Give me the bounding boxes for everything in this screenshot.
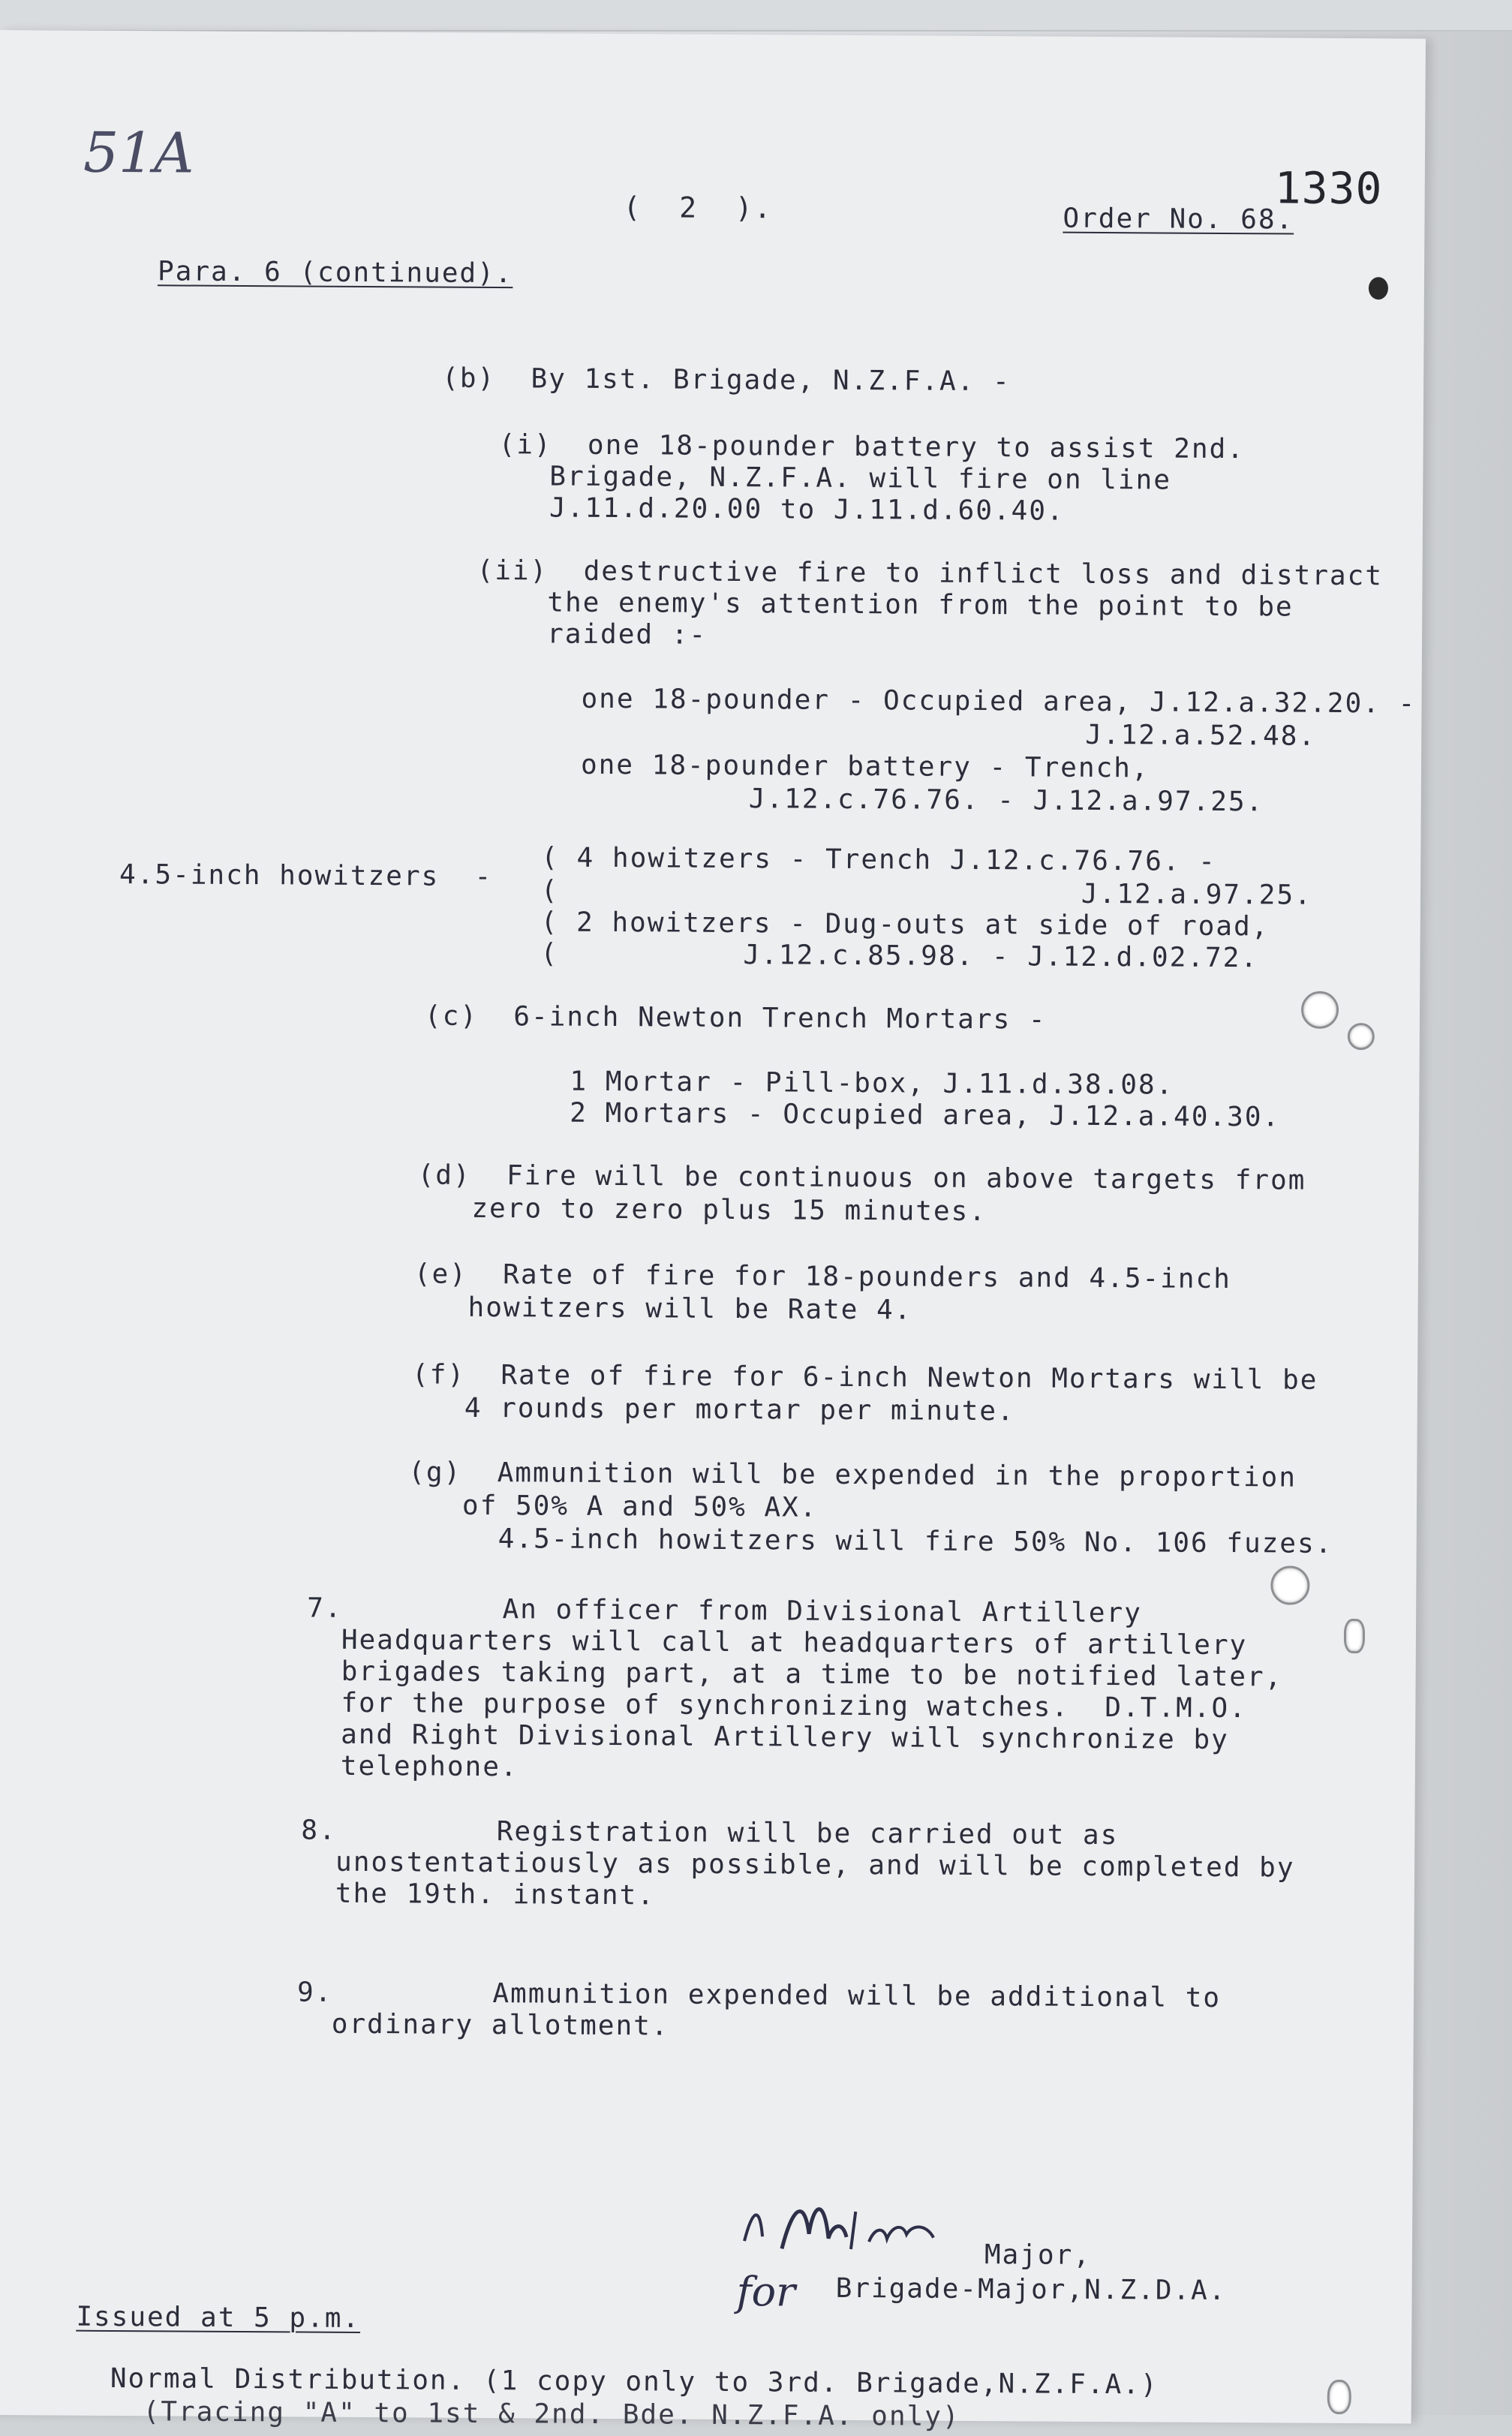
- order-number: Order No. 68.: [1063, 203, 1294, 236]
- howitzer2-bracket: (: [540, 938, 559, 970]
- g-line2: of 50% A and 50% AX.: [461, 1490, 818, 1523]
- p7-line4: for the purpose of synchronizing watches. D.T.M.O.: [341, 1687, 1247, 1725]
- c-line1: 1 Mortar - Pill-box, J.11.d.38.08.: [570, 1066, 1174, 1101]
- handwritten-signature: [737, 2181, 1023, 2265]
- punch-hole: [1301, 991, 1339, 1029]
- howitzer2-line1: ( 2 howitzers - Dug-outs at side of road,: [540, 907, 1270, 943]
- target2-line2: J.12.c.76.76. - J.12.a.97.25.: [748, 783, 1264, 818]
- para-heading: Para. 6 (continued).: [157, 256, 513, 290]
- d-line2: zero to zero plus 15 minutes.: [471, 1192, 987, 1228]
- signature-title: Brigade-Major,N.Z.D.A.: [835, 2272, 1227, 2307]
- p7-line5: and Right Divisional Artillery will synchronize by: [341, 1719, 1229, 1756]
- howitzer1-line2: J.12.a.97.25.: [1081, 878, 1312, 911]
- distribution-continued: (Tracing "A" to 1st & 2nd. Bde. N.Z.F.A. only): [143, 2396, 960, 2432]
- p8-line1: 8. Registration will be carried out as: [301, 1815, 1119, 1851]
- p9-line1: 9. Ammunition expended will be additional to: [296, 1977, 1222, 2013]
- punch-hole: [1270, 1565, 1309, 1604]
- punch-hole: [1327, 2380, 1351, 2414]
- b-ii-line1: (ii) destructive fire to inflict loss and distract: [476, 555, 1384, 592]
- document-page: [0, 30, 1426, 2432]
- b-heading: (b) By 1st. Brigade, N.Z.F.A. -: [442, 362, 1011, 398]
- c-heading: (c) 6-inch Newton Trench Mortars -: [424, 1000, 1047, 1036]
- howitzer1-line1: ( 4 howitzers - Trench J.12.c.76.76. -: [541, 842, 1216, 877]
- f-line2: 4 rounds per mortar per minute.: [464, 1392, 1015, 1427]
- top-paper-edge: [0, 0, 1512, 32]
- margin-note: 51A: [83, 120, 194, 186]
- b-ii-line3: raided :-: [546, 618, 708, 651]
- b-i-line1: (i) one 18-pounder battery to assist 2nd.: [498, 429, 1246, 465]
- g-line1: (g) Ammunition will be expended in the proportion: [408, 1457, 1297, 1493]
- b-i-line3: J.11.d.20.00 to J.11.d.60.40.: [549, 492, 1065, 527]
- p7-line3: brigades taking part, at a time to be notified later,: [341, 1656, 1283, 1693]
- howitzer2-line2: J.12.c.85.98. - J.12.d.02.72.: [743, 940, 1259, 974]
- d-line1: (d) Fire will be continuous on above targets from: [417, 1159, 1306, 1196]
- folio-number: 1330: [1274, 162, 1383, 215]
- p8-line2: unostentatiously as possible, and will be completed by: [335, 1846, 1295, 1884]
- p8-line3: the 19th. instant.: [335, 1878, 656, 1911]
- p7-line6: telephone.: [340, 1750, 519, 1783]
- p7-line2: Headquarters will call at headquarters of artillery: [341, 1624, 1248, 1662]
- p7-line1: 7. An officer from Divisional Artillery: [307, 1592, 1142, 1629]
- page-number-mark: ( 2 ).: [623, 191, 773, 225]
- distribution: Normal Distribution. (1 copy only to 3rd. Brigade,N.Z.F.A.): [110, 2362, 1159, 2401]
- g-line3: 4.5-inch howitzers will fire 50% No. 106 fuzes.: [497, 1523, 1333, 1559]
- p9-line2: ordinary allotment.: [331, 2008, 669, 2042]
- target1-line2: J.12.a.52.48.: [1085, 719, 1317, 752]
- signature-for: for: [736, 2268, 796, 2316]
- issued-time: Issued at 5 p.m.: [76, 2301, 361, 2334]
- howitzer1-bracket: (: [540, 875, 559, 907]
- target1-line1: one 18-pounder - Occupied area, J.12.a.32.20. -: [581, 683, 1417, 720]
- e-line2: howitzers will be Rate 4.: [467, 1292, 912, 1326]
- ink-mark: [1369, 277, 1388, 299]
- target2-line1: one 18-pounder battery - Trench,: [580, 749, 1150, 784]
- e-line1: (e) Rate of fire for 18-pounders and 4.5-inch: [413, 1259, 1231, 1295]
- b-i-line2: Brigade, N.Z.F.A. will fire on line: [549, 461, 1172, 496]
- punch-hole: [1348, 1023, 1375, 1050]
- f-line1: (f) Rate of fire for 6-inch Newton Mortars will be: [411, 1359, 1318, 1396]
- howitzers-label: 4.5-inch howitzers -: [119, 859, 493, 893]
- b-ii-line2: the enemy's attention from the point to be: [547, 587, 1294, 623]
- signature-rank: Major,: [984, 2239, 1092, 2271]
- c-line2: 2 Mortars - Occupied area, J.12.a.40.30.: [570, 1097, 1281, 1133]
- punch-hole: [1344, 1619, 1365, 1653]
